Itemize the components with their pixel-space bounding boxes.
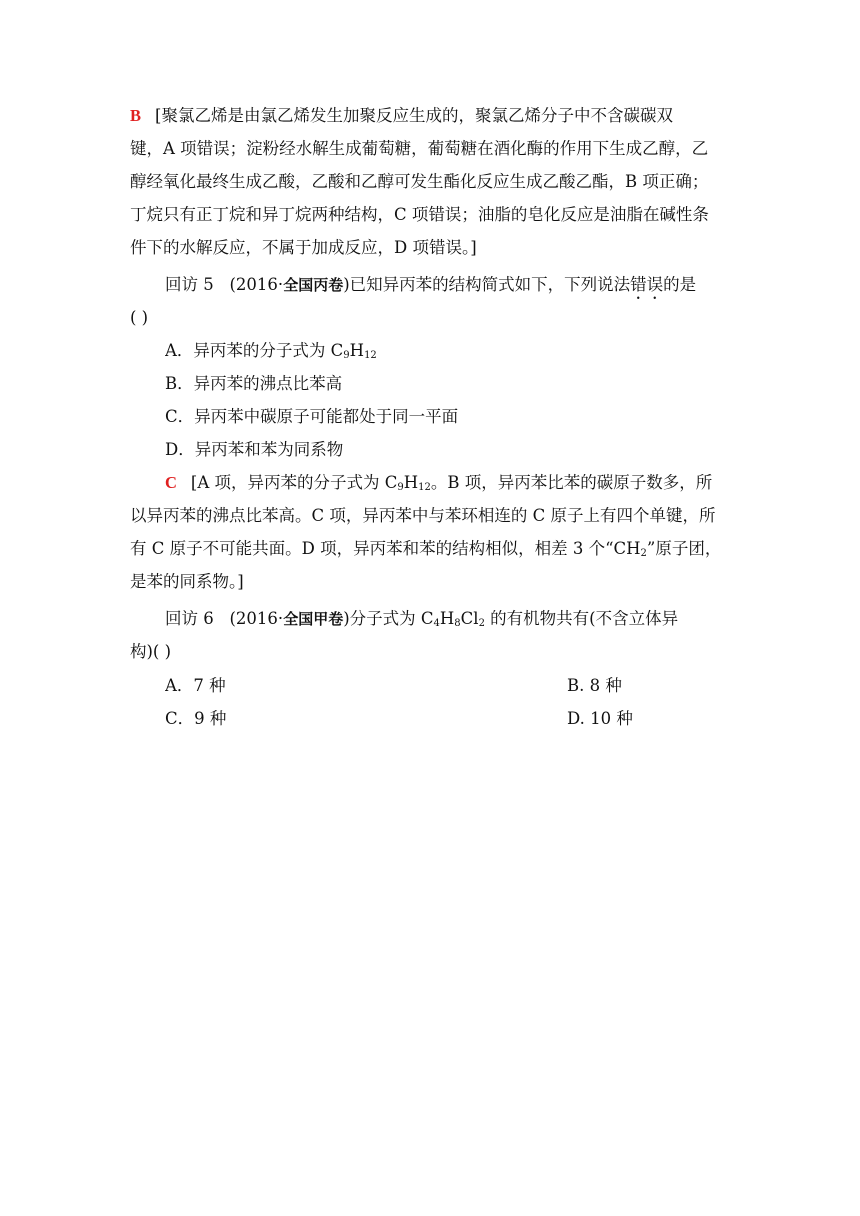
answer-text: [聚氯乙烯是由氯乙烯发生加聚反应生成的，聚氯乙烯分子中不含碳碳双 [155,106,673,125]
question5-option-a: A．异丙苯的分子式为 $C_9H_{12}$ [165,341,377,361]
answer4-line-4: 丁烷只有正丁烷和异丁烷两种结构，C 项错误；油脂的皂化反应是油脂在碱性条 [130,205,709,224]
question6-option-a: A．7 种 [165,676,226,695]
answer-letter: C [165,473,177,492]
question5-stem: 回访 5 (2016·全国丙卷)已知异丙苯的结构简式如下，下列说法错误的是 [165,275,697,294]
answer4-line-1 [130,99,730,132]
question6-option-d: D. 10 种 [567,709,633,728]
question6-option-b: B. 8 种 [567,676,622,695]
question5-paren: ( ) [130,308,149,327]
answer5-line-2: 以异丙苯的沸点比苯高。C 项，异丙苯中与苯环相连的 C 原子上有四个单键，所 [130,506,716,525]
emphasis-text: 错误 [630,275,664,294]
question5-option-c: C．异丙苯中碳原子可能都处于同一平面 [165,407,459,426]
answer4-line-2: 键，A 项错误；淀粉经水解生成葡萄糖，葡萄糖在酒化酶的作用下生成乙醇，乙 [130,139,709,158]
question6-options-row-2 [165,702,765,735]
answer5-line-1: C [A 项，异丙苯的分子式为 $C_9H_{12}$。B 项，异丙苯比苯的碳原子数多，所 [165,473,713,493]
question5-option-b: B．异丙苯的沸点比苯高 [165,374,343,393]
question-label: 回访 5 [165,275,214,294]
question-source: 全国丙卷 [283,276,344,294]
question6-paren: 构)( ) [130,642,172,661]
question-source: 全国甲卷 [283,610,344,628]
question6-options-row-1 [165,669,765,702]
question6-stem: 回访 6 (2016·全国甲卷)分子式为 $C_4H_8Cl_2$ 的有机物共有(不含立体异 [165,609,679,629]
answer5-line-4: 是苯的同系物。] [130,572,244,591]
answer-letter: B [130,106,142,125]
answer4-line-3: 醇经氧化最终生成乙酸，乙酸和乙醇可发生酯化反应生成乙酸乙酯，B 项正确； [130,172,709,191]
question6-option-c: C．9 种 [165,709,227,728]
answer5-line-3: 有 C 原子不可能共面。D 项，异丙苯和苯的结构相似，相差 3 个“$CH_2$”原子团， [130,539,722,559]
question-label: 回访 6 [165,609,214,628]
question5-option-d: D．异丙苯和苯为同系物 [165,440,344,459]
answer4-line-5: 件下的水解反应，不属于加成反应，D 项错误。] [130,238,477,257]
